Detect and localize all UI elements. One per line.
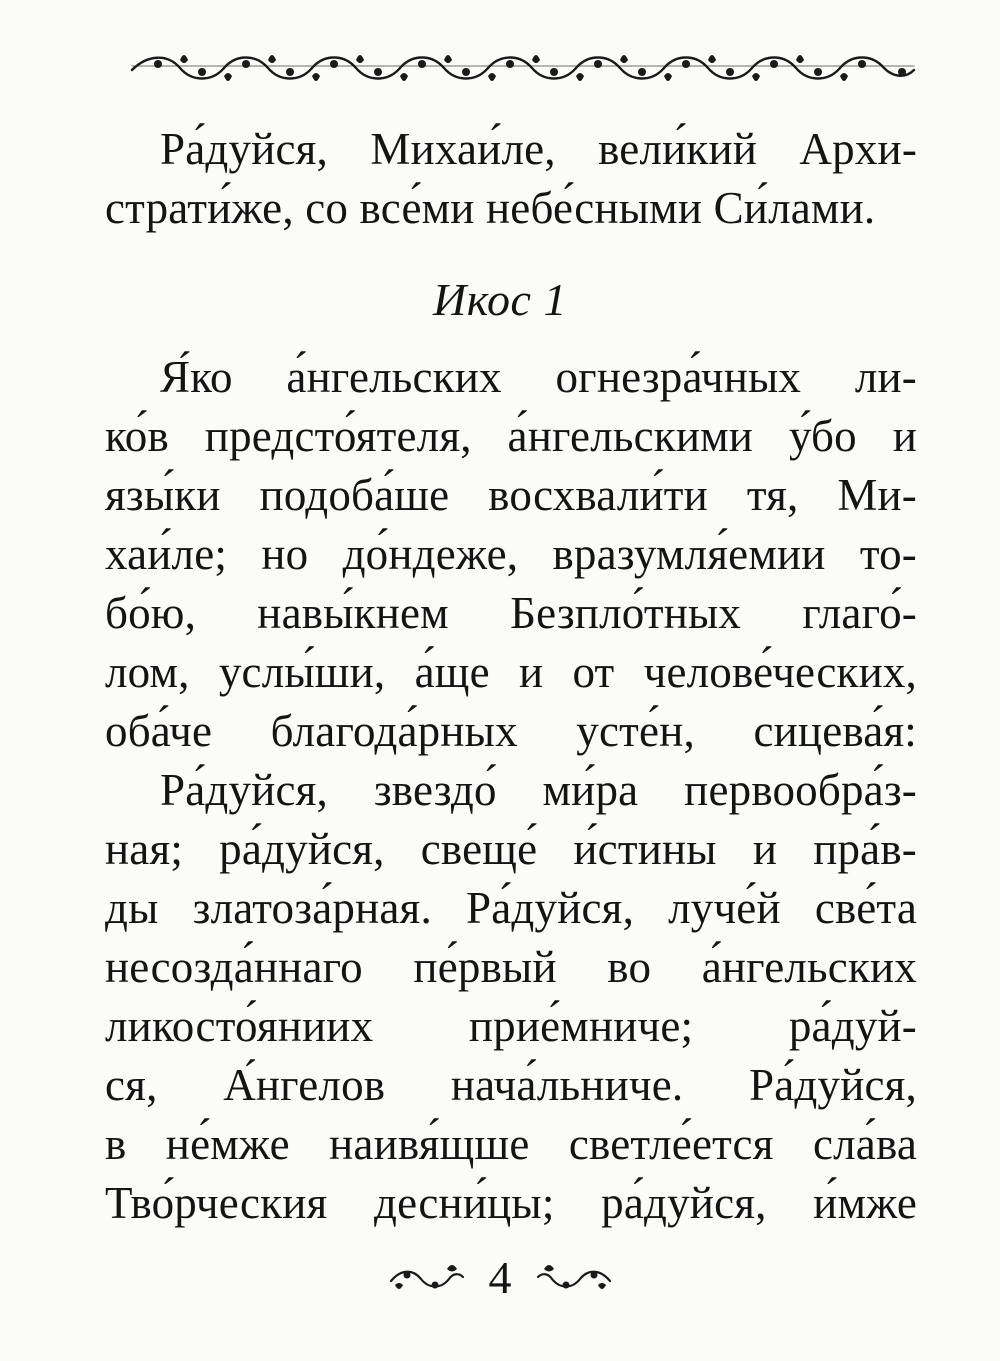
text-line: оба́че благода́рных усте́н, сицева́я: [105, 706, 917, 756]
text-line: ко́в предсто́ятеля, а́нгельскими у́бо и [105, 411, 917, 461]
section-heading: Икос 1 [433, 274, 567, 325]
right-footer-ornament [536, 1261, 614, 1295]
text-line: ликосто́яниих прие́мниче; ра́дуй- [105, 1001, 917, 1051]
text-line: ная; ра́дуйся, свеще́ и́стины и пра́в- [105, 824, 917, 874]
top-ornamental-border [128, 40, 918, 92]
text-line: бо́ю, навы́кнем Безпло́тных глаго́- [105, 588, 917, 638]
ikos-paragraph [105, 348, 917, 1233]
text-line: в не́мже наивя́щше светле́ется сла́ва [105, 1119, 917, 1169]
text-line: Ра́дуйся, звездо́ ми́ра первообра́з- [160, 765, 917, 815]
text-line: ды златоза́рная. Ра́дуйся, луче́й све́та [105, 883, 917, 933]
text-line: хаи́ле; но до́ндеже, вразумля́емии то- [105, 529, 917, 579]
text-line: Ра́дуйся, Михаи́ле, вели́кий Архи- [160, 124, 917, 174]
text-line: несозда́ннаго пе́рвый во а́нгельских [105, 942, 917, 992]
page-footer [0, 1248, 1000, 1308]
text-line: Я́ко а́нгельских огнезра́чных ли- [160, 352, 917, 402]
text-line: лом, услы́ши, а́ще и от челове́ческих, [105, 647, 917, 697]
intro-paragraph [105, 120, 917, 238]
text-line: язы́ки подоба́ше восхвали́ти тя, Ми- [105, 470, 917, 520]
text-line: страти́же, со все́ми небе́сными Си́лами. [105, 183, 876, 233]
page-number: 4 [488, 1252, 512, 1303]
text-line: ся, А́нгелов нача́льниче. Ра́дуйся, [105, 1060, 917, 1110]
text-line: Тво́рческия десни́цы; ра́дуйся, и́мже [105, 1178, 917, 1228]
left-footer-ornament [387, 1261, 465, 1295]
